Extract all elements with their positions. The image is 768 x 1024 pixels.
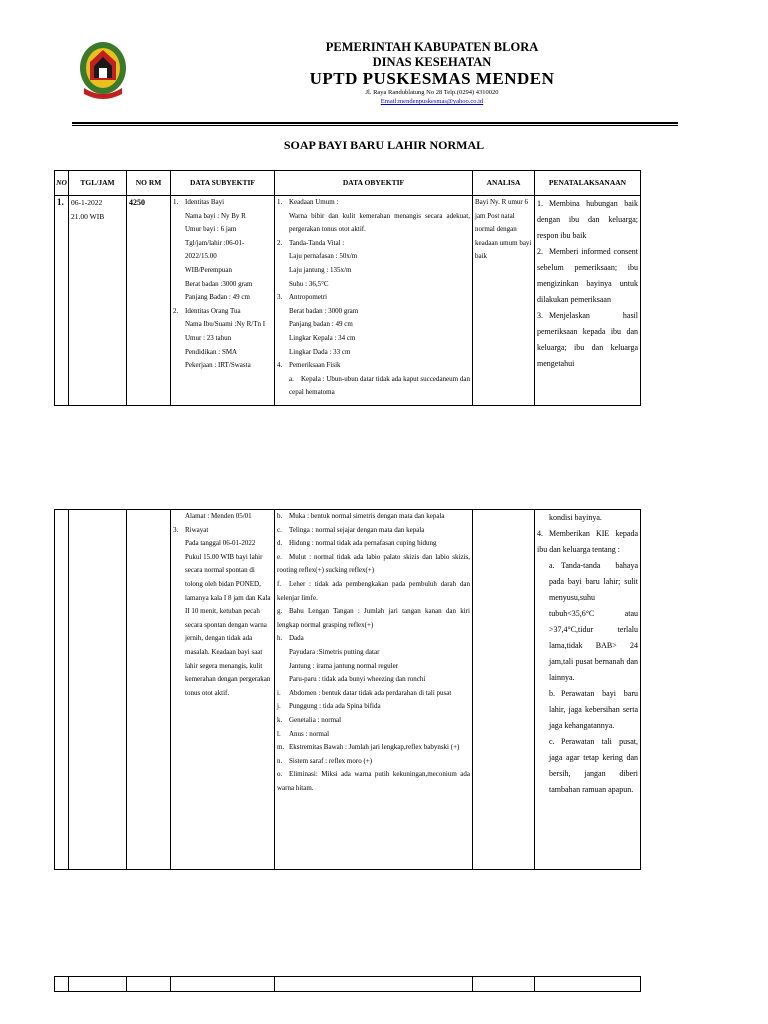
list-item-text: Eliminasi: Miksi ada warna putih kekuningan,meconium ada warna hitam. bbox=[277, 770, 470, 792]
list-item bbox=[277, 551, 470, 578]
list-item-number: m. bbox=[277, 743, 285, 752]
list-item-number: l. bbox=[277, 729, 281, 738]
list-item-text: Payudara :Simetris putting datar bbox=[289, 647, 380, 656]
list-item bbox=[173, 210, 272, 224]
list-item-text: Mulut : normal tidak ada labio palato skizis dan labio skizis, rooting reflex(+) sucking reflex(+) bbox=[277, 552, 470, 575]
cell-subjektif bbox=[171, 510, 275, 870]
list-item-number: d. bbox=[277, 539, 283, 548]
list-item-number: k. bbox=[277, 715, 283, 724]
list-item-text: Abdomen : bentuk datar tidak ada perdarahan di tali pusat bbox=[289, 688, 452, 697]
list-item bbox=[277, 687, 470, 701]
list-item-text: Muka : bentuk normal simetris dengan mata dan kepala bbox=[289, 512, 445, 520]
list-item-number: o. bbox=[277, 770, 283, 779]
list-item bbox=[173, 318, 272, 332]
list-item bbox=[277, 291, 470, 305]
list-item-text: Dada bbox=[289, 634, 304, 643]
list-item-text: Pendidikan : SMA bbox=[185, 347, 238, 356]
list-item-number: 1. bbox=[537, 199, 543, 208]
list-item-text: Kepala : Ubun-ubun datar tidak ada kaput succedaneum dan cepal hematoma bbox=[289, 374, 470, 397]
list-item bbox=[173, 537, 272, 700]
list-item-text: Perawatan tali pusat, jaga agar tetap kering dan bersih, jangan diberi tambahan ramuan apapun. bbox=[549, 737, 638, 794]
list-item bbox=[277, 318, 470, 332]
list-item bbox=[173, 196, 272, 210]
cell-objektif bbox=[275, 196, 473, 406]
list-item-text: WIB/Perempuan bbox=[185, 265, 233, 274]
list-item-text: Leher : tidak ada pembengkakan pada pembuluh darah dan kelenjar limfe. bbox=[277, 579, 470, 602]
list-item bbox=[277, 237, 470, 251]
list-item-text: Perawatan bayi baru lahir, jaga kebersihan serta jaga kehangatannya. bbox=[549, 689, 638, 730]
list-item-text: Panjang badan : 49 cm bbox=[289, 320, 353, 329]
list-item-text: Menjelaskan hasil pemeriksaan kepada ibu dan keluarga; ibu dan keluarga mengetahui bbox=[537, 311, 638, 368]
list-item-number: e. bbox=[277, 552, 282, 561]
objektif-list bbox=[277, 510, 470, 795]
list-item-number: c. bbox=[549, 737, 555, 746]
list-item bbox=[173, 291, 272, 305]
list-item-text: Telinga : normal sejajar dengan mata dan kepala bbox=[289, 525, 425, 534]
list-item-number: 1. bbox=[277, 198, 283, 206]
cell-objektif bbox=[275, 510, 473, 870]
list-item bbox=[277, 660, 470, 674]
list-item-text: Hidung : normal tidak ada pernafasan cuping hidung bbox=[289, 539, 437, 548]
penatalaksanaan-continued-text: kondisi bayinya. bbox=[549, 513, 602, 522]
list-item-text: Sistem saraf : reflex moro (+) bbox=[289, 756, 373, 765]
list-item-number: 2. bbox=[277, 238, 283, 247]
list-item bbox=[277, 768, 470, 795]
list-item-text: Ekstremitas Bawah : Jumlah jari lengkap,reflex babynski (+) bbox=[289, 743, 460, 752]
list-item bbox=[277, 632, 470, 646]
list-item bbox=[277, 373, 470, 400]
empty-cell bbox=[473, 977, 535, 992]
list-item bbox=[277, 700, 470, 714]
list-item-text: Memberi informed consent sebelum pemeriksaan; ibu mengizinkan bayinya untuk dilakukan pemeriksaan bbox=[537, 247, 638, 304]
col-header-tgl: TGL/JAM bbox=[69, 171, 127, 196]
list-item-text: Identitas Orang Tua bbox=[185, 306, 241, 315]
document-title: SOAP BAYI BARU LAHIR NORMAL bbox=[283, 138, 485, 152]
list-item bbox=[537, 244, 638, 308]
list-item-text: Punggung : tida ada Spina bifida bbox=[289, 702, 381, 711]
list-item bbox=[173, 332, 272, 346]
cell-time: 21.00 WIB bbox=[71, 211, 105, 221]
list-item-text: Pada tanggal 06-01-2022 Pukul 15.00 WIB bayi lahir secara normal spontan di tolong oleh bidan PONED, lamanya kala I 8 jam dan Kala II 10 menit, ketuban pecah secara spontan dengan warna jernih, dengan tidak ada masalah. Keadaan bayi saat lahir segera menangis, kulit kemerahan dengan pergerakan tonus otot aktif. bbox=[185, 539, 271, 697]
list-item bbox=[173, 359, 272, 373]
cell-analisa: Bayi Ny. R umur 6 jam Post natal normal dengan keadaan umum bayi baik bbox=[473, 196, 535, 406]
list-item bbox=[537, 308, 638, 372]
list-item-number: a. bbox=[549, 561, 555, 570]
objektif-list bbox=[277, 196, 470, 400]
list-item-text: Bahu Lengan Tangan : Jumlah jari tangan kanan dan kiri lengkap normal grasping reflex(+) bbox=[277, 607, 470, 629]
table-row bbox=[55, 977, 641, 992]
list-item-text: Laju pernafasan : 50x/m bbox=[289, 252, 358, 261]
list-item-text: Riwayat bbox=[185, 525, 209, 534]
list-item-text: Identitas Bayi bbox=[185, 198, 225, 206]
header-institution: UPTD PUSKESMAS MENDEN bbox=[309, 69, 555, 88]
list-item-text: Genetalia : normal bbox=[289, 715, 342, 724]
list-item-number: 3. bbox=[173, 525, 179, 534]
list-item-text: Berat badan :3000 gram bbox=[185, 279, 253, 288]
cell-penatalaksanaan bbox=[535, 196, 641, 406]
list-item-number: i. bbox=[277, 688, 281, 697]
list-item bbox=[537, 196, 638, 244]
list-item bbox=[537, 526, 638, 558]
list-item-number: g. bbox=[277, 607, 283, 616]
list-item-number: 2. bbox=[537, 247, 543, 256]
col-header-subjektif: DATA SUBYEKTIF bbox=[171, 171, 275, 196]
list-item bbox=[277, 250, 470, 264]
list-item-text: Jantung : irama jantung normal reguler bbox=[289, 661, 399, 670]
soap-table-page3 bbox=[54, 976, 641, 992]
cell-tgl-jam bbox=[69, 196, 127, 406]
list-item-text: Alamat : Menden 05/01 bbox=[185, 512, 252, 520]
list-item bbox=[277, 646, 470, 660]
col-header-no: NO bbox=[55, 171, 69, 196]
list-item bbox=[173, 264, 272, 278]
list-item-number: 4. bbox=[277, 361, 283, 370]
list-item-text: Berat badan : 3000 gram bbox=[289, 306, 359, 315]
letterhead-rule-thin bbox=[72, 125, 678, 126]
list-item bbox=[277, 264, 470, 278]
empty-cell bbox=[55, 977, 69, 992]
list-item bbox=[537, 686, 638, 734]
penatalaksanaan-list bbox=[537, 196, 638, 372]
list-item bbox=[173, 524, 272, 538]
empty-cell bbox=[171, 977, 275, 992]
table-header-row bbox=[55, 171, 641, 196]
col-header-rm: NO RM bbox=[127, 171, 171, 196]
soap-table-page2 bbox=[54, 509, 641, 870]
list-item bbox=[277, 741, 470, 755]
list-item-text: Tanda-tanda bahaya pada bayi baru lahir; sulit menyusu,suhu tubuh<35,6°C atau >37,4°C,tidur terlalu lama,tidak BAB> 24 jam,tali pusat bernanah dan lainnya. bbox=[549, 561, 638, 682]
subjektif-list bbox=[173, 196, 272, 373]
list-item-number: 2. bbox=[173, 306, 179, 315]
list-item-text: Keadaan Umum : bbox=[289, 198, 339, 206]
list-item bbox=[277, 210, 470, 237]
cell-subjektif bbox=[171, 196, 275, 406]
list-item bbox=[277, 346, 470, 360]
list-item bbox=[277, 578, 470, 605]
list-item-number: j. bbox=[277, 702, 281, 711]
list-item bbox=[277, 510, 470, 524]
list-item-number: 4. bbox=[537, 529, 543, 538]
list-item-number: b. bbox=[549, 689, 555, 698]
regency-emblem-logo bbox=[78, 40, 128, 102]
table-row bbox=[55, 510, 641, 870]
cell-penatalaksanaan bbox=[535, 510, 641, 870]
list-item bbox=[277, 524, 470, 538]
list-item bbox=[277, 605, 470, 632]
cell-no: 1. bbox=[55, 196, 69, 406]
cell-analisa bbox=[473, 510, 535, 870]
soap-table-page1 bbox=[54, 170, 641, 406]
empty-cell bbox=[69, 977, 127, 992]
list-item bbox=[277, 714, 470, 728]
list-item bbox=[277, 196, 470, 210]
subjektif-list bbox=[173, 510, 272, 700]
list-item-text: Suhu : 36,5°C bbox=[289, 279, 329, 288]
list-item-number: 3. bbox=[537, 311, 543, 320]
list-item bbox=[173, 223, 272, 237]
empty-cell bbox=[127, 977, 171, 992]
cell-tgl-jam bbox=[69, 510, 127, 870]
list-item bbox=[277, 673, 470, 687]
list-item bbox=[173, 305, 272, 319]
list-item-number: 1. bbox=[173, 198, 179, 206]
list-item-number: b. bbox=[277, 512, 283, 520]
list-item bbox=[173, 278, 272, 292]
list-item bbox=[277, 728, 470, 742]
list-item bbox=[537, 734, 638, 798]
list-item-text: Lingkar Dada : 33 cm bbox=[289, 347, 351, 356]
list-item-text: Pemeriksaan Fisik bbox=[289, 361, 341, 370]
list-item-text: Nama bayi : Ny By R bbox=[185, 211, 246, 220]
header-email-link[interactable]: Email:mendenpuskesmas@yahoo.co.id bbox=[380, 98, 484, 105]
cell-rm bbox=[127, 510, 171, 870]
cell-date: 06-1-2022 bbox=[71, 198, 103, 207]
list-item bbox=[277, 305, 470, 319]
list-item-text: Warna bibir dan kulit kemerahan menangis secara adekuat, pergerakan tonus otot aktif. bbox=[289, 211, 470, 234]
list-item bbox=[277, 332, 470, 346]
cell-no bbox=[55, 510, 69, 870]
list-item-text: Antropometri bbox=[289, 293, 328, 302]
list-item-text: Membina hubungan baik dengan ibu dan keluarga; respon ibu baik bbox=[537, 199, 638, 240]
col-header-analisa: ANALISA bbox=[473, 171, 535, 196]
empty-cell bbox=[275, 977, 473, 992]
list-item bbox=[277, 537, 470, 551]
list-item-number: h. bbox=[277, 634, 283, 643]
list-item-text: Panjang Badan : 49 cm bbox=[185, 293, 250, 302]
list-item-text: Memberikan KIE kepada ibu dan keluarga tentang : bbox=[537, 529, 638, 554]
list-item-text: Laju jantung : 135x/m bbox=[289, 265, 352, 274]
list-item-number: c. bbox=[277, 525, 282, 534]
header-department: DINAS KESEHATAN bbox=[372, 55, 492, 69]
col-header-objektif: DATA OBYEKTIF bbox=[275, 171, 473, 196]
list-item bbox=[537, 558, 638, 686]
penatalaksanaan-list bbox=[537, 526, 638, 798]
list-item bbox=[173, 346, 272, 360]
list-item bbox=[173, 237, 272, 264]
list-item-text: Tanda-Tanda Vital : bbox=[289, 238, 345, 247]
list-item-text: Paru-paru : tidak ada bunyi wheezing dan ronchi bbox=[289, 675, 426, 684]
header-address: Jl. Raya Randublatung No 28 Telp.(0294) 4310020 bbox=[365, 89, 499, 96]
letterhead-rule-thick bbox=[72, 122, 678, 124]
list-item bbox=[173, 510, 272, 524]
list-item-text: Pekerjaan : IRT/Swasta bbox=[185, 361, 251, 370]
header-government: PEMERINTAH KABUPATEN BLORA bbox=[325, 40, 539, 54]
list-item bbox=[277, 278, 470, 292]
list-item-text: Lingkar Kepala : 34 cm bbox=[289, 333, 356, 342]
list-item-text: Nama Ibu/Suami :Ny R/Tn I bbox=[185, 320, 266, 329]
cell-rm: 4250 bbox=[127, 196, 171, 406]
list-item-number: 3. bbox=[277, 293, 283, 302]
empty-cell bbox=[535, 977, 641, 992]
list-item-number: f. bbox=[277, 579, 282, 588]
list-item-number: a. bbox=[289, 374, 294, 383]
list-item-text: Umur : 23 tahun bbox=[185, 333, 232, 342]
list-item bbox=[277, 359, 470, 373]
list-item bbox=[277, 755, 470, 769]
list-item-text: Umur bayi : 6 jam bbox=[185, 225, 237, 234]
table-row bbox=[55, 196, 641, 406]
list-item-text: Tgl/jam/lahir :06-01-2022/15.00 bbox=[185, 238, 245, 261]
list-item-text: Anus : normal bbox=[289, 729, 330, 738]
list-item-number: n. bbox=[277, 756, 283, 765]
col-header-penatalaksanaan: PENATALAKSANAAN bbox=[535, 171, 641, 196]
